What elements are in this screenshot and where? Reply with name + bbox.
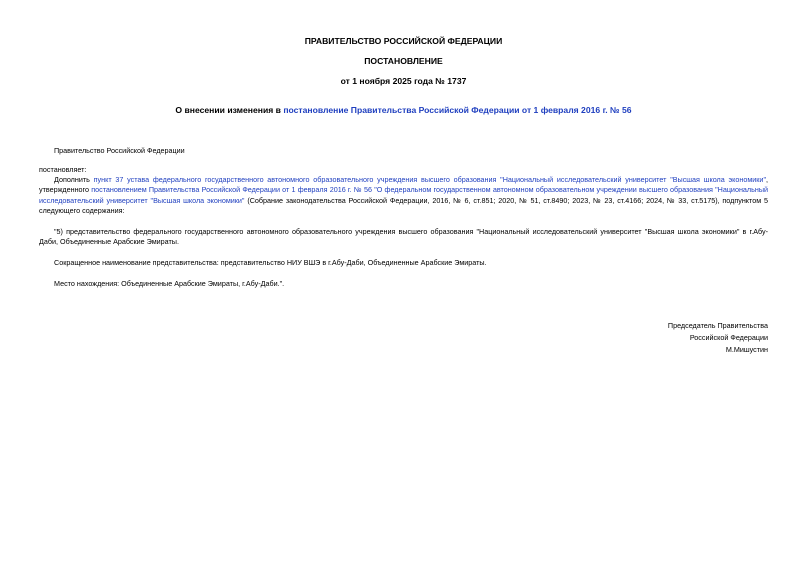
signature-body: Российской Федерации <box>689 333 768 342</box>
p1-middle-text: , утвержденного <box>39 175 768 195</box>
paragraph-subclause-5: "5) представительство федерального государственного автономного образовательного учреждения высшего образования "Национальный исследовательский университет "Высшая школа экономики" в г.Абу-Даби, Объединенные Арабские Эмираты. <box>39 227 768 247</box>
signature-block <box>568 320 768 356</box>
p1-lead-text: Дополнить <box>54 175 94 184</box>
paragraph-amendment <box>39 175 768 217</box>
charter-clause-link[interactable]: пункт 37 устава федерального государственного автономного образовательного учреждения высшего образования "Национальный исследовательский университет "Высшая школа экономики" <box>93 175 766 184</box>
signature-position: Председатель Правительства <box>667 321 768 330</box>
decrees-text: постановляет: <box>39 165 87 174</box>
government-heading: ПРАВИТЕЛЬСТВО РОССИЙСКОЙ ФЕДЕРАЦИИ <box>304 36 503 46</box>
signature-name: М.Мишустин <box>725 345 768 354</box>
resolution-link[interactable]: постановлением Правительства Российской Федерации от 1 февраля 2016 г. № 56 "О федеральном государственном автономном образовательном учреждении высшего образования "Национальный исследовательский университет "Высшая школа экономики" <box>39 185 769 205</box>
date-number-heading: от 1 ноября 2025 года № 1737 <box>340 76 467 86</box>
p1-tail-text: (Собрание законодательства Российской Федерации, 2016, № 6, ст.851; 2020, № 51, ст.8490; 2023, № 23, ст.4166; 2024, № 33, ст.5175), подпунктом 5 следующего содержания: <box>39 195 769 216</box>
paragraph-short-name: Сокращенное наименование представительства: представительство НИУ ВШЭ в г.Абу-Даби, Объединенные Арабские Эмираты. <box>54 258 487 267</box>
paragraph-location: Место нахождения: Объединенные Арабские Эмираты, г.Абу-Даби.". <box>54 279 285 288</box>
title-prefix: О внесении изменения в <box>175 105 284 115</box>
title-link[interactable]: постановление Правительства Российской Федерации от 1 февраля 2016 г. № 56 <box>283 105 632 115</box>
document-title <box>0 105 807 116</box>
issuer-text: Правительство Российской Федерации <box>54 146 185 155</box>
document-type-heading: ПОСТАНОВЛЕНИЕ <box>364 56 443 66</box>
